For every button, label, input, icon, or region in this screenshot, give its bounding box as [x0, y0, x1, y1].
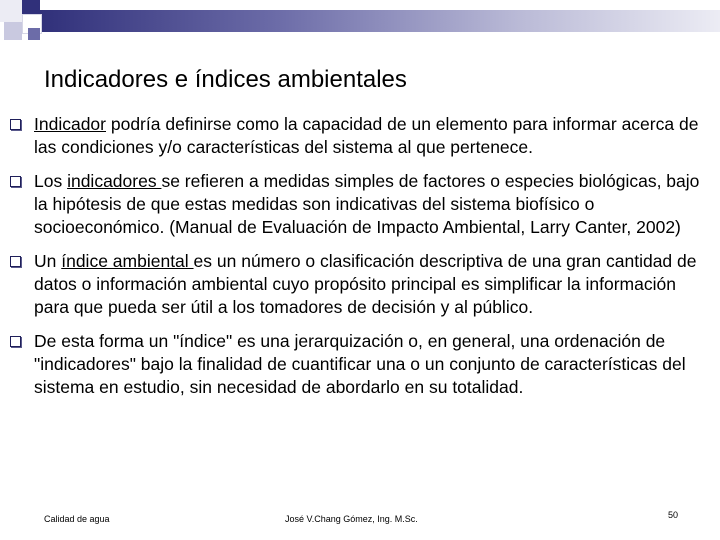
bullet-item-indicador — [10, 113, 715, 159]
bullet-list — [10, 113, 715, 410]
decor-square — [28, 28, 40, 40]
header-decoration — [0, 0, 720, 50]
bullet-term: indicadores — [67, 171, 162, 191]
page-number: 50 — [668, 510, 679, 520]
bullet-item-conclusion — [10, 330, 715, 399]
decor-square — [22, 0, 40, 14]
footer-author: José V.Chang Gómez, Ing. M.Sc. — [285, 514, 418, 524]
decor-square — [0, 0, 22, 22]
bullet-item-indice-ambiental — [10, 250, 715, 319]
bullet-term: Indicador — [34, 114, 106, 134]
bullet-prefix: Los — [34, 171, 68, 191]
bullet-term: índice ambiental — [61, 251, 194, 271]
checkbox-bullet-icon — [10, 256, 21, 267]
bullet-text: es un número o clasificación descriptiva de una gran cantidad de datos o información ambiental cuyo propósito principal es simplificar la información para que pueda ser útil a los tomadores de decisión y al público. — [34, 251, 697, 317]
checkbox-bullet-icon — [10, 119, 21, 130]
bullet-text: De esta forma un "índice" es una jerarquización o, en general, una ordenación de "indicadores" bajo la finalidad de cuantificar una o un conjunto de características del sistema en estudio, sin necesidad de abordarlo en su totalidad. — [34, 331, 686, 397]
decor-square — [4, 22, 22, 40]
bullet-prefix: Un — [34, 251, 62, 271]
bullet-item-indicadores — [10, 170, 715, 239]
checkbox-bullet-icon — [10, 176, 21, 187]
bullet-text: se refieren a medidas simples de factores o especies biológicas, bajo la hipótesis de que estas medidas son indicativas del sistema biofísico o socioeconómico. (Manual de Evaluación de Impacto Ambiental, Larry Canter, 2002) — [34, 171, 700, 237]
checkbox-bullet-icon — [10, 336, 21, 347]
footer-course: Calidad de agua — [44, 514, 110, 524]
slide-title: Indicadores e índices ambientales — [44, 66, 407, 93]
bullet-text: podría definirse como la capacidad de un elemento para informar acerca de las condiciones y/o características del sistema al que pertenece. — [34, 114, 699, 157]
header-gradient-bar — [40, 10, 720, 32]
